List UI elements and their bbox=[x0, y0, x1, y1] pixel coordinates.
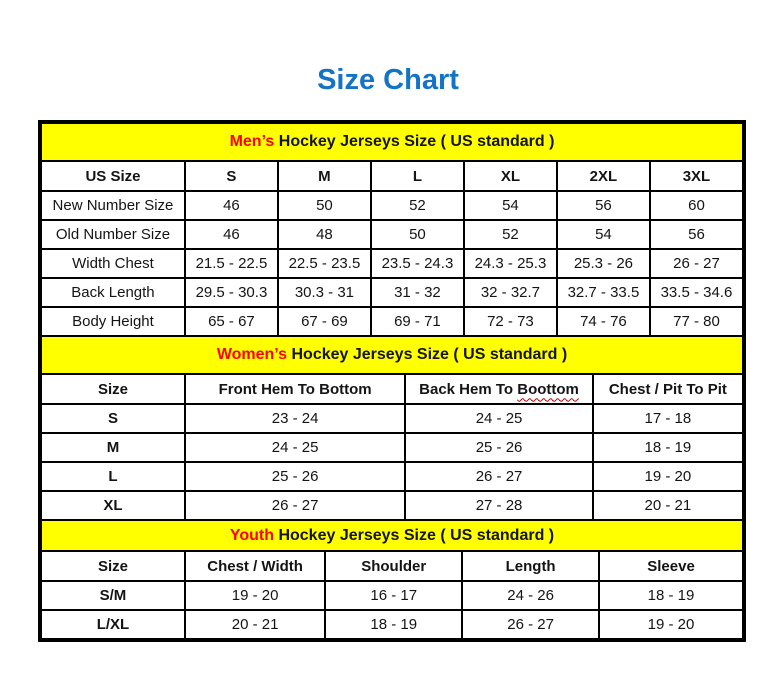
mens-value-cell: 32 - 32.7 bbox=[464, 278, 557, 307]
youth-table-row bbox=[41, 610, 743, 639]
womens-header-row bbox=[41, 374, 743, 404]
mens-value-cell: 46 bbox=[185, 191, 278, 220]
mens-value-cell: 60 bbox=[650, 191, 743, 220]
mens-row-label: New Number Size bbox=[41, 191, 185, 220]
mens-value-cell: 23.5 - 24.3 bbox=[371, 249, 464, 278]
youth-header-cell: Shoulder bbox=[325, 551, 462, 581]
womens-header-cell: Front Hem To Bottom bbox=[185, 374, 405, 404]
womens-value-cell: 25 - 26 bbox=[185, 462, 405, 491]
page-title: Size Chart bbox=[317, 64, 459, 96]
youth-table-row bbox=[41, 581, 743, 610]
womens-row-label: M bbox=[41, 433, 185, 462]
mens-value-cell: 48 bbox=[278, 220, 371, 249]
mens-header-cell: S bbox=[185, 161, 278, 191]
mens-header-cell: M bbox=[278, 161, 371, 191]
womens-row-label: XL bbox=[41, 491, 185, 520]
youth-value-cell: 20 - 21 bbox=[185, 610, 325, 639]
youth-header-cell: Size bbox=[41, 551, 185, 581]
mens-table-row bbox=[41, 307, 743, 336]
womens-caption-text: Hockey Jerseys Size ( US standard ) bbox=[287, 346, 568, 363]
womens-value-cell: 24 - 25 bbox=[185, 433, 405, 462]
mens-table-row bbox=[41, 249, 743, 278]
mens-table-row bbox=[41, 191, 743, 220]
youth-value-cell: 19 - 20 bbox=[185, 581, 325, 610]
womens-value-cell: 26 - 27 bbox=[405, 462, 592, 491]
youth-caption bbox=[41, 520, 743, 551]
mens-header-row bbox=[41, 161, 743, 191]
womens-value-cell: 17 - 18 bbox=[593, 404, 743, 433]
mens-value-cell: 29.5 - 30.3 bbox=[185, 278, 278, 307]
womens-value-cell: 20 - 21 bbox=[593, 491, 743, 520]
youth-value-cell: 26 - 27 bbox=[462, 610, 599, 639]
mens-value-cell: 56 bbox=[650, 220, 743, 249]
womens-table-row bbox=[41, 433, 743, 462]
womens-size-table bbox=[40, 335, 744, 521]
mens-row-label: Old Number Size bbox=[41, 220, 185, 249]
mens-value-cell: 52 bbox=[464, 220, 557, 249]
youth-value-cell: 16 - 17 bbox=[325, 581, 462, 610]
mens-header-cell: XL bbox=[464, 161, 557, 191]
mens-value-cell: 24.3 - 25.3 bbox=[464, 249, 557, 278]
mens-caption-highlight: Men’s bbox=[229, 133, 275, 150]
womens-value-cell: 19 - 20 bbox=[593, 462, 743, 491]
youth-caption-highlight: Youth bbox=[229, 526, 274, 544]
mens-value-cell: 52 bbox=[371, 191, 464, 220]
youth-header-cell: Chest / Width bbox=[185, 551, 325, 581]
mens-header-cell: L bbox=[371, 161, 464, 191]
womens-table-row bbox=[41, 404, 743, 433]
mens-value-cell: 32.7 - 33.5 bbox=[557, 278, 650, 307]
mens-size-table bbox=[40, 122, 744, 337]
misspelled-word: Boottom bbox=[517, 380, 579, 398]
womens-table-row bbox=[41, 462, 743, 491]
mens-header-cell: US Size bbox=[41, 161, 185, 191]
womens-table-row bbox=[41, 491, 743, 520]
womens-header-cell: Chest / Pit To Pit bbox=[593, 374, 743, 404]
mens-value-cell: 30.3 - 31 bbox=[278, 278, 371, 307]
youth-header-row bbox=[41, 551, 743, 581]
mens-value-cell: 56 bbox=[557, 191, 650, 220]
mens-value-cell: 31 - 32 bbox=[371, 278, 464, 307]
womens-header-cell: Size bbox=[41, 374, 185, 404]
womens-value-cell: 25 - 26 bbox=[405, 433, 592, 462]
womens-row-label: L bbox=[41, 462, 185, 491]
mens-row-label: Back Length bbox=[41, 278, 185, 307]
mens-header-cell: 3XL bbox=[650, 161, 743, 191]
mens-value-cell: 69 - 71 bbox=[371, 307, 464, 336]
mens-value-cell: 74 - 76 bbox=[557, 307, 650, 336]
mens-value-cell: 72 - 73 bbox=[464, 307, 557, 336]
youth-value-cell: 18 - 19 bbox=[599, 581, 743, 610]
youth-caption-text: Hockey Jerseys Size ( US standard ) bbox=[274, 526, 555, 544]
mens-caption bbox=[41, 123, 743, 161]
womens-value-cell: 24 - 25 bbox=[405, 404, 592, 433]
womens-caption bbox=[41, 336, 743, 374]
womens-caption-highlight: Women’s bbox=[216, 346, 288, 363]
mens-value-cell: 77 - 80 bbox=[650, 307, 743, 336]
mens-value-cell: 46 bbox=[185, 220, 278, 249]
youth-value-cell: 24 - 26 bbox=[462, 581, 599, 610]
mens-value-cell: 67 - 69 bbox=[278, 307, 371, 336]
youth-row-label: S/M bbox=[41, 581, 185, 610]
mens-value-cell: 54 bbox=[464, 191, 557, 220]
mens-value-cell: 54 bbox=[557, 220, 650, 249]
mens-value-cell: 26 - 27 bbox=[650, 249, 743, 278]
youth-row-label: L/XL bbox=[41, 610, 185, 639]
womens-header-cell: Back Hem To Boottom bbox=[405, 374, 592, 404]
youth-header-cell: Length bbox=[462, 551, 599, 581]
womens-value-cell: 23 - 24 bbox=[185, 404, 405, 433]
youth-value-cell: 18 - 19 bbox=[325, 610, 462, 639]
mens-value-cell: 21.5 - 22.5 bbox=[185, 249, 278, 278]
mens-value-cell: 22.5 - 23.5 bbox=[278, 249, 371, 278]
womens-value-cell: 18 - 19 bbox=[593, 433, 743, 462]
mens-table-row bbox=[41, 278, 743, 307]
mens-table-row bbox=[41, 220, 743, 249]
mens-caption-text: Hockey Jerseys Size ( US standard ) bbox=[274, 133, 555, 150]
size-tables bbox=[38, 120, 746, 642]
mens-value-cell: 50 bbox=[371, 220, 464, 249]
mens-value-cell: 65 - 67 bbox=[185, 307, 278, 336]
mens-value-cell: 33.5 - 34.6 bbox=[650, 278, 743, 307]
womens-value-cell: 26 - 27 bbox=[185, 491, 405, 520]
womens-value-cell: 27 - 28 bbox=[405, 491, 592, 520]
youth-header-cell: Sleeve bbox=[599, 551, 743, 581]
youth-value-cell: 19 - 20 bbox=[599, 610, 743, 639]
mens-value-cell: 50 bbox=[278, 191, 371, 220]
mens-value-cell: 25.3 - 26 bbox=[557, 249, 650, 278]
youth-size-table bbox=[40, 519, 744, 640]
mens-row-label: Width Chest bbox=[41, 249, 185, 278]
mens-row-label: Body Height bbox=[41, 307, 185, 336]
mens-header-cell: 2XL bbox=[557, 161, 650, 191]
womens-row-label: S bbox=[41, 404, 185, 433]
